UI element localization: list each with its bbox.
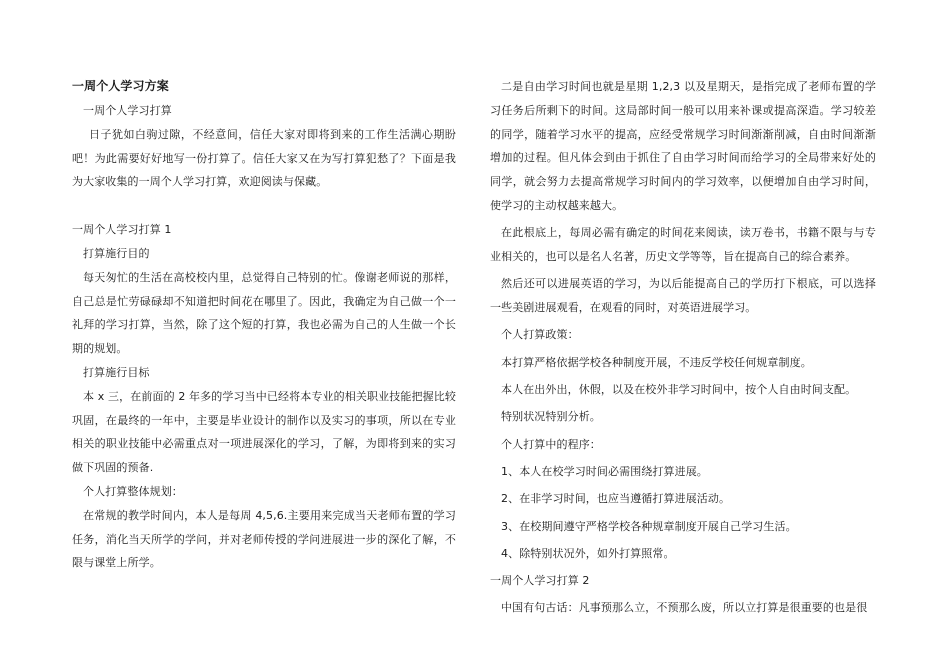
subheading-procedure: 个人打算中的程序： — [501, 437, 601, 451]
document-title: 一周个人学习方案 — [72, 79, 169, 93]
intro-paragraph: 日子犹如白驹过隙，不经意间，信任大家对即将到来的工作生活满心期盼吧！为此需要好好地写一份打算了。信任大家又在为写打算犯愁了？下面是我为大家收集的一周个人学习打算，欢迎阅读与保藏。 — [72, 127, 456, 189]
procedure-item: 1、本人在校学习时间必需围绕打算进展。 — [501, 464, 708, 478]
plan-1-heading: 一周个人学习打算 1 — [72, 223, 172, 237]
left-column — [72, 76, 456, 575]
right-column — [490, 76, 876, 624]
procedure-item: 3、在校期间遵守严格学校各种规章制度开展自己学习生活。 — [501, 519, 797, 533]
free-time-paragraph: 二是自由学习时间也就是星期 1,2,3 以及星期天，是指完成了老师布置的学习任务后所剩下的时间。这局部时间一般可以用来补课或提高深造。学习较差的同学，随着学习水平的提高，应经受常规学习时间渐渐削减，自由时间渐渐增加的过程。但凡体会到由于抓住了自由学习时间而给学习的全局带来好处的同学，就会努力去提高常规学习时间内的学习效率，以便增加自由学习时间，使学习的主动权越来越大。 — [490, 80, 876, 212]
policy-item: 本打算严格依据学校各种制度开展，不违反学校任何规章制度。 — [501, 355, 812, 369]
purpose-paragraph: 每天匆忙的生活在高校校内里，总觉得自己特别的忙。像谢老师说的那样，自己总是忙劳碌碌却不知道把时间花在哪里了。因此，我确定为自己做一个一礼拜的学习打算，当然，除了这个短的打算，我也必需为自己的人生做一个长期的规划。 — [72, 270, 456, 356]
procedure-item: 2、在非学习时间，也应当遵循打算进展活动。 — [501, 492, 731, 506]
procedure-item: 4、除特别状况外，如外打算照常。 — [501, 546, 675, 560]
policy-item: 特别状况特别分析。 — [501, 410, 601, 424]
policy-item: 本人在出外出，休假，以及在校外非学习时间中，按个人自由时间支配。 — [501, 383, 857, 397]
subheading-policy: 个人打算政策： — [501, 328, 579, 342]
section-heading: 一周个人学习打算 — [83, 104, 172, 117]
subheading-purpose: 打算施行目的 — [83, 246, 150, 260]
goal-paragraph: 本 x 三，在前面的 2 年多的学习当中已经将本专业的相关职业技能把握比较巩固，在最终的一年中，主要是毕业设计的制作以及实习的事项，所以在专业相关的职业技能中必需重点对一项进展深化的学习，了解，为即将到来的实习做下巩固的预备. — [72, 389, 456, 475]
overall-plan-paragraph: 在常规的教学时间内，本人是每周 4,5,6.主要用来完成当天老师布置的学习任务，消化当天所学的学问，并对老师传授的学问进展进一步的深化了解，不限与课堂上所学。 — [72, 508, 456, 570]
subheading-goal: 打算施行目标 — [83, 365, 150, 379]
reading-paragraph: 在此根底上，每周必需有确定的时间花来阅读，读万卷书，书籍不限与与专业相关的，也可以是名人名著，历史文学等等，旨在提高自己的综合素养。 — [490, 226, 876, 264]
plan-2-paragraph: 中国有句古话：凡事预那么立，不预那么废，所以立打算是很重要的也是很 — [501, 601, 868, 615]
english-paragraph: 然后还可以进展英语的学习，为以后能提高自己的学历打下根底，可以选择一些美剧进展观看，在观看的同时，对英语进展学习。 — [490, 277, 876, 315]
subheading-overall-plan: 个人打算整体规划： — [83, 484, 183, 498]
plan-2-heading: 一周个人学习打算 2 — [490, 574, 590, 588]
